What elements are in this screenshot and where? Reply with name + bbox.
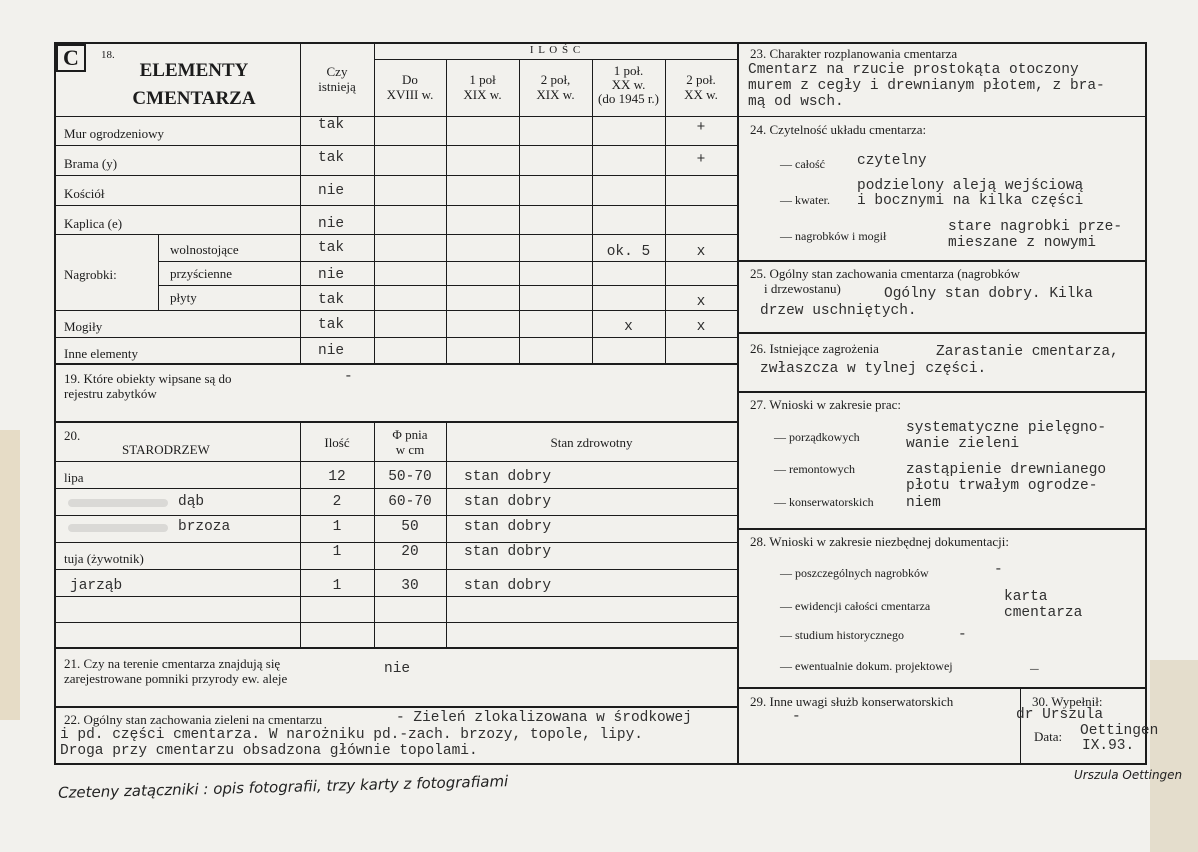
row-label-tombstones: Nagrobki:	[64, 267, 117, 282]
period-header-5: 2 poł. XX w.	[684, 72, 718, 102]
tree-diameter: 60-70	[388, 494, 432, 510]
erased-text	[68, 524, 168, 532]
value-graves-exists: tak	[318, 317, 345, 333]
q27-renovation-answer-line1: zastąpienie drewnianego	[906, 462, 1107, 478]
value-wall-p5: +	[696, 120, 706, 136]
q23-answer-line3: mą od wsch.	[748, 94, 844, 110]
q25-answer-line1: Ogólny stan dobry. Kilka	[884, 286, 1093, 302]
row-label-other: Inne elementy	[64, 346, 138, 361]
q28-design-label: — ewentualnie dokum. projektowej	[780, 659, 953, 673]
q28-records-label: — ewidencji całości cmentarza	[780, 599, 931, 613]
tree-diameter: 50	[401, 519, 419, 535]
q27-renovation-label: — remontowych	[774, 462, 855, 476]
row-label-graves: Mogiły	[64, 319, 103, 334]
section-number: 18.	[101, 49, 115, 61]
q22-answer-line3: Droga przy cmentarzu obsadzona głównie topolami.	[60, 743, 478, 759]
period-header-2: 1 poł XIX w.	[463, 72, 502, 102]
q21-label: 21. Czy na terenie cmentarza znajdują się zarejestrowane pomniki przyrody ew. aleje	[64, 656, 288, 686]
col-exists-header: Czy istnieją	[318, 64, 356, 94]
value-freestanding-p4: ok. 5	[606, 244, 651, 260]
q30-name: dr Urszula	[1016, 707, 1104, 723]
period-header-1: Do XVIII w.	[386, 72, 434, 102]
value-slabs-exists: tak	[318, 292, 345, 308]
row-label-wall: Mur ogrodzeniowy	[64, 126, 165, 141]
value-graves-p5: x	[696, 319, 706, 335]
row-label-chapel: Kaplica (e)	[64, 216, 123, 231]
value-freestanding-exists: tak	[318, 240, 345, 256]
q27-label: 27. Wnioski w zakresie prac:	[750, 397, 902, 412]
row-label-gate: Brama (y)	[64, 156, 118, 171]
handwritten-attachments-note: Czeteny zatączniki : opis fotografii, trzy karty z fotografiami	[57, 772, 509, 802]
q22-answer-line1: - Zieleń zlokalizowana w środkowej	[396, 710, 692, 726]
row-label-wall-mounted: przyścienne	[170, 266, 233, 281]
q24-quarters-label: — kwater.	[780, 193, 830, 207]
q28-records-answer-line1: karta	[1004, 589, 1048, 605]
q27-cleaning-answer-line2: wanie zieleni	[906, 436, 1020, 452]
erased-text	[68, 499, 168, 507]
q27-cleaning-label: — porządkowych	[774, 430, 860, 444]
tree-name: tuja (żywotnik)	[64, 551, 144, 566]
period-header-4: 1 poł. XX w. (do 1945 r.)	[597, 63, 660, 106]
tree-name: dąb	[178, 494, 205, 510]
value-freestanding-p5: x	[696, 244, 706, 260]
section-letter-box: C	[56, 44, 86, 72]
q24-quarters-answer-line2: i bocznymi na kilka części	[857, 193, 1084, 209]
tree-name: brzoza	[178, 519, 231, 535]
q30-date-label: Data:	[1034, 729, 1063, 744]
tree-health: stan dobry	[464, 494, 552, 510]
q24-label: 24. Czytelność układu cmentarza:	[750, 122, 927, 137]
row-label-freestanding: wolnostojące	[170, 242, 239, 257]
q29-answer: -	[792, 709, 801, 725]
q23-label: 23. Charakter rozplanowania cmentarza	[750, 46, 958, 61]
q28-tombstones-answer: -	[994, 562, 1003, 578]
tree-name: lipa	[64, 470, 84, 485]
section-title-line2: CMENTARZA	[132, 88, 256, 109]
q29-label: 29. Inne uwagi służb konserwatorskich	[750, 694, 954, 709]
q28-records-answer-line2: cmentarza	[1004, 605, 1083, 621]
quantity-header: I L O Ś C	[529, 44, 582, 56]
q25-label: 25. Ogólny stan zachowania cmentarza (nagrobków i drzewostanu)	[750, 266, 1021, 296]
tree-health: stan dobry	[464, 578, 552, 594]
tree-qty: 2	[332, 494, 342, 510]
q28-label: 28. Wnioski w zakresie niezbędnej dokumentacji:	[750, 534, 1009, 549]
value-graves-p4: x	[624, 319, 633, 335]
section-title-line1: ELEMENTY	[139, 60, 249, 81]
tree-health: stan dobry	[464, 469, 552, 485]
q27-renovation-answer-line2: płotu trwałym ogrodze-	[906, 478, 1098, 494]
q27-conservation-label: — konserwatorskich	[774, 495, 874, 509]
q28-tombstones-label: — poszczególnych nagrobków	[780, 566, 929, 580]
q22-answer-line2: i pd. części cmentarza. W narożniku pd.-zach. brzozy, topole, lipy.	[60, 727, 643, 743]
q24-tombstones-answer-line1: stare nagrobki prze-	[948, 219, 1123, 235]
q26-answer-line2: zwłaszcza w tylnej części.	[760, 361, 987, 377]
q27-cleaning-answer-line1: systematyczne pielęgno-	[906, 420, 1107, 436]
q26-label: 26. Istniejące zagrożenia	[750, 341, 879, 356]
tree-diameter: 20	[401, 544, 419, 560]
tree-health: stan dobry	[464, 544, 552, 560]
q23-answer-line1: Cmentarz na rzucie prostokąta otoczony	[748, 62, 1079, 78]
q20-number: 20.	[64, 428, 81, 443]
value-gate-exists: tak	[318, 150, 345, 166]
tree-name: jarząb	[70, 578, 123, 594]
tape-strip-left	[0, 430, 20, 720]
value-wall-mounted-exists: nie	[318, 267, 345, 283]
q20-col-diameter: Φ pnia w cm	[392, 427, 428, 457]
tree-diameter: 30	[401, 578, 419, 594]
tree-health: stan dobry	[464, 519, 552, 535]
q28-history-answer: -	[958, 627, 967, 643]
q24-quarters-answer-line1: podzielony aleją wejściową	[857, 178, 1084, 194]
value-church-exists: nie	[318, 183, 345, 199]
row-label-slabs: płyty	[170, 290, 197, 305]
tree-qty: 1	[332, 544, 342, 560]
q24-whole-label: — całość	[780, 157, 825, 171]
q30-surname: Oettingen	[1080, 723, 1159, 739]
q26-answer-line1: Zarastanie cmentarza,	[936, 344, 1119, 360]
q24-tombstones-label: — nagrobków i mogił	[780, 229, 887, 243]
value-gate-p5: +	[696, 152, 706, 168]
tree-diameter: 50-70	[388, 469, 432, 485]
value-chapel-exists: nie	[318, 216, 345, 232]
form-table	[54, 42, 1159, 765]
q28-design-answer: _	[1030, 657, 1039, 673]
period-header-3: 2 poł, XIX w.	[536, 72, 575, 102]
tape-strip-right	[1150, 660, 1198, 852]
q27-conservation-answer: niem	[906, 495, 941, 511]
q28-history-label: — studium historycznego	[780, 628, 904, 642]
q20-col-health: Stan zdrowotny	[550, 435, 633, 450]
q25-answer-line2: drzew uschniętych.	[760, 303, 917, 319]
tree-qty: 1	[332, 578, 342, 594]
handwritten-signature: Urszula Oettingen	[1074, 768, 1183, 782]
q23-answer-line2: murem z cegły i drewnianym płotem, z bra-	[748, 78, 1105, 94]
value-other-exists: nie	[318, 343, 345, 359]
q22-label: 22. Ogólny stan zachowania zieleni na cmentarzu	[64, 712, 323, 727]
q19-answer: -	[344, 369, 353, 385]
q20-title: STARODRZEW	[122, 442, 210, 457]
q19-label: 19. Które obiekty wipsane są do rejestru zabytków	[64, 371, 232, 401]
q30-label: 30. Wypełnił:	[1032, 694, 1103, 709]
value-slabs-p5: x	[696, 294, 706, 310]
q24-whole-answer: czytelny	[857, 153, 927, 169]
tree-qty: 12	[328, 469, 346, 485]
q20-col-qty: Ilość	[324, 435, 350, 450]
q24-tombstones-answer-line2: mieszane z nowymi	[948, 235, 1096, 251]
tree-qty: 1	[332, 519, 342, 535]
value-wall-exists: tak	[318, 117, 345, 133]
q21-answer: nie	[384, 661, 411, 677]
row-label-church: Kościół	[64, 186, 105, 201]
q30-date: IX.93.	[1082, 738, 1135, 754]
